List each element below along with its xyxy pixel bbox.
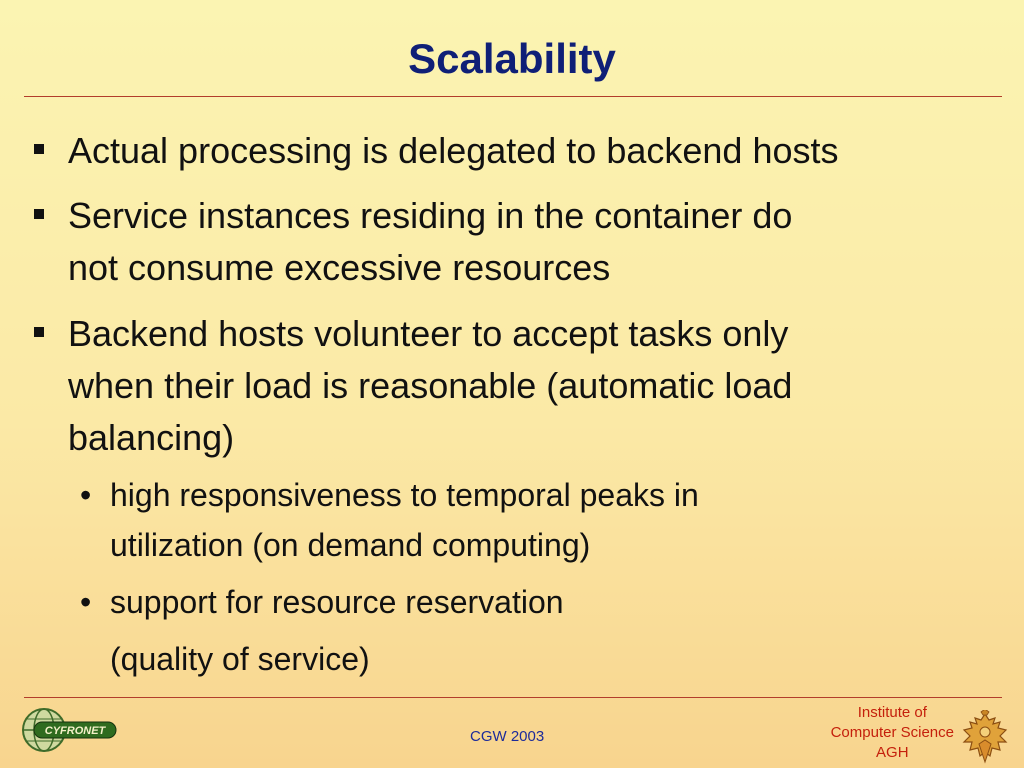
bullet-1-line-1: Actual processing is delegated to backend hosts	[68, 130, 839, 171]
svg-text:CYFRONET: CYFRONET	[44, 725, 106, 737]
cyfronet-logo-icon	[20, 705, 120, 755]
sub-bullet-2	[80, 577, 990, 627]
square-bullet-icon	[34, 209, 44, 219]
bullet-2-line-1: Service instances residing in the container do	[68, 195, 793, 236]
square-bullet-icon	[34, 144, 44, 154]
footer-institute	[831, 703, 954, 763]
sub-bullet-2-line-1: support for resource reservation	[110, 584, 564, 620]
square-bullet-icon	[34, 327, 44, 337]
institute-line-3: AGH	[876, 744, 909, 761]
sub-bullet-1-line-2: utilization (on demand computing)	[110, 527, 591, 563]
bullet-3-line-3: balancing)	[68, 417, 235, 458]
slide-title: Scalability	[408, 35, 616, 82]
bullet-2-line-2: not consume excessive resources	[68, 247, 611, 288]
sub-bullet-1-line-1: high responsiveness to temporal peaks in	[110, 477, 699, 513]
institute-line-1: Institute of	[857, 704, 927, 721]
bullet-1	[68, 125, 998, 177]
dot-bullet-icon: •	[80, 477, 92, 513]
bullet-3-line-2: when their load is reasonable (automatic load	[68, 365, 793, 406]
footer-divider	[24, 697, 1002, 698]
bullet-3-line-1: Backend hosts volunteer to accept tasks only	[68, 313, 789, 354]
institute-line-2: Computer Science	[830, 724, 954, 741]
dot-bullet-icon: •	[80, 584, 92, 620]
sub-bullet-1	[80, 470, 990, 570]
footer-event-label: CGW 2003	[470, 728, 545, 745]
sub-bullet-2-continuation: (quality of service)	[110, 641, 370, 677]
agh-eagle-crest-icon	[960, 710, 1010, 766]
bullet-3	[68, 308, 998, 464]
bullet-2	[68, 190, 998, 294]
